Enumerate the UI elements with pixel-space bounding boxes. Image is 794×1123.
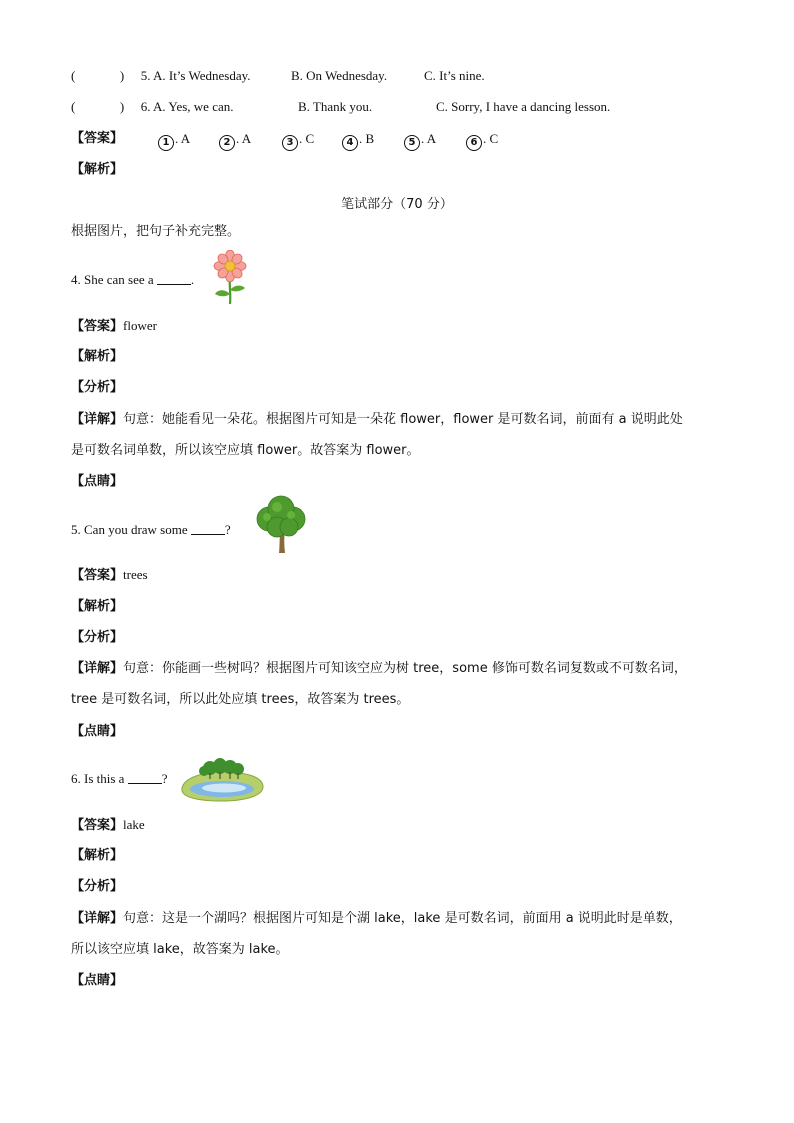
lake-icon	[178, 756, 266, 802]
blank	[191, 523, 225, 535]
q5-detail-2: tree 是可数名词，所以此处应填 trees，故答案为 trees。	[71, 692, 410, 707]
analysis-label: 【解析】	[71, 162, 124, 177]
option-a: 5. A. It’s Wednesday.	[140, 68, 251, 83]
q4-analysis-label: 【解析】	[71, 349, 124, 364]
blank	[128, 772, 162, 784]
option-b: B. Thank you.	[298, 99, 373, 114]
question-4: 4. She can see a .	[71, 272, 195, 287]
blank	[157, 273, 191, 285]
section-title: 笔试部分（70 分）	[341, 197, 453, 212]
answer-item-1: 1 . A	[158, 131, 190, 151]
q6-fenxi-label: 【分析】	[71, 879, 124, 894]
q4-dianjing-label: 【点睛】	[71, 474, 124, 489]
q5-answer: 【答案】trees	[71, 567, 148, 583]
q5-fenxi-label: 【分析】	[71, 630, 124, 645]
question-5: 5. Can you draw some ?	[71, 522, 231, 537]
option-c: C. Sorry, I have a dancing lesson.	[436, 99, 611, 114]
tree-icon	[251, 495, 311, 555]
answer-item-3: 3 . C	[282, 131, 314, 151]
answer-item-4: 4 . B	[342, 131, 374, 151]
answer-label: 【答案】	[71, 131, 124, 146]
q6-detail-1: 【详解】句意：这是一个湖吗？根据图片可知是个湖 lake，lake 是可数名词，前面用 a 说明此时是单数，	[71, 911, 682, 926]
q5-detail-1: 【详解】句意：你能画一些树吗？根据图片可知该空应为树 tree，some 修饰可数名词复数或不可数名词，	[71, 661, 687, 676]
option-b: B. On Wednesday.	[291, 68, 388, 83]
q6-dianjing-label: 【点睛】	[71, 973, 124, 988]
option-a: 6. A. Yes, we can.	[140, 99, 234, 114]
q6-analysis-label: 【解析】	[71, 848, 124, 863]
paren-open: (	[71, 68, 76, 83]
q4-answer: 【答案】flower	[71, 318, 157, 334]
q5-analysis-label: 【解析】	[71, 599, 124, 614]
paren-close: )	[119, 99, 125, 114]
paren-open: (	[71, 99, 76, 114]
listening-question-5	[71, 68, 251, 84]
q4-fenxi-label: 【分析】	[71, 380, 124, 395]
flower-icon	[212, 250, 248, 306]
q4-detail-1: 【详解】句意：她能看见一朵花。根据图片可知是一朵花 flower，flower 是可数名词，前面有 a 说明此处	[71, 412, 683, 427]
q6-answer: 【答案】lake	[71, 817, 145, 833]
question-6: 6. Is this a ?	[71, 771, 168, 786]
option-c: C. It’s nine.	[424, 68, 485, 83]
q6-detail-2: 所以该空应填 lake，故答案为 lake。	[71, 942, 289, 957]
answer-item-5: 5 . A	[404, 131, 436, 151]
q4-detail-2: 是可数名词单数，所以该空应填 flower。故答案为 flower。	[71, 443, 420, 458]
paren-close: )	[119, 68, 125, 83]
listening-question-6	[71, 99, 234, 115]
answer-item-6: 6 . C	[466, 131, 498, 151]
instruction: 根据图片，把句子补充完整。	[71, 224, 241, 239]
answer-item-2: 2 . A	[219, 131, 251, 151]
q5-dianjing-label: 【点睛】	[71, 724, 124, 739]
